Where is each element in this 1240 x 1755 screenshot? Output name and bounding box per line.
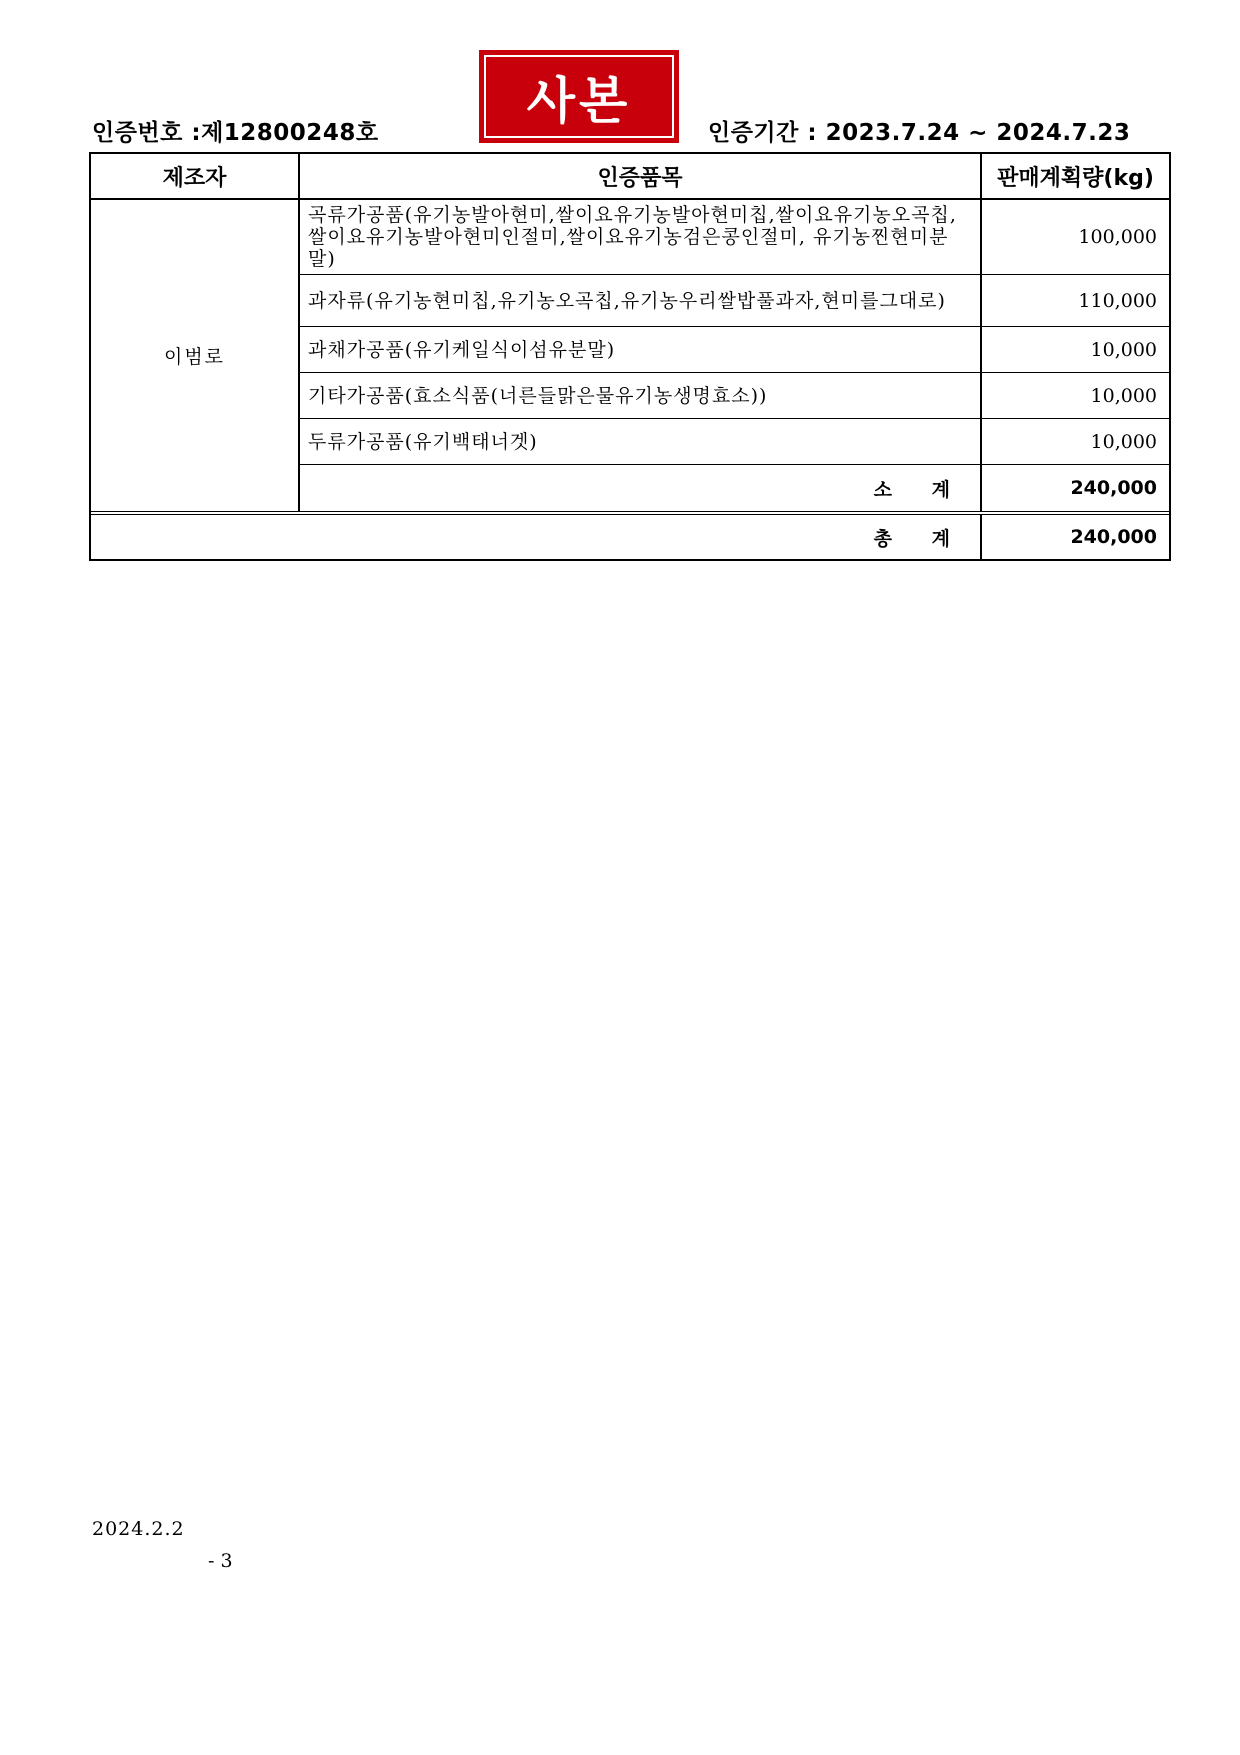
column-header-certified-items: 인증품목 — [300, 154, 982, 200]
table-row-qty: 10,000 — [982, 327, 1169, 373]
table-row-item: 두류가공품(유기백태너겟) — [300, 419, 982, 465]
certification-number: 인증번호 :제12800248호 — [92, 120, 379, 146]
column-header-planned-sales: 판매계획량(kg) — [982, 154, 1169, 200]
page-number: - 3 — [208, 1550, 233, 1572]
certification-period: 인증기간 : 2023.7.24 ~ 2024.7.23 — [708, 120, 1131, 146]
copy-stamp — [479, 50, 679, 143]
table-row-item: 과채가공품(유기케일식이섬유분말) — [300, 327, 982, 373]
subtotal-value: 240,000 — [1070, 477, 1157, 499]
table-row-qty: 10,000 — [982, 373, 1169, 419]
table-row-item: 곡류가공품(유기농발아현미,쌀이요유기농발아현미칩,쌀이요유기농오곡칩,쌀이요유기농발아현미인절미,쌀이요유기농검은콩인절미, 유기농찐현미분말) — [300, 200, 982, 275]
table-row-qty: 10,000 — [982, 419, 1169, 465]
subtotal-label: 소 계 — [300, 465, 982, 511]
copy-stamp-text: 사본 — [484, 55, 674, 138]
column-header-manufacturer: 제조자 — [91, 154, 300, 200]
table-row-item: 기타가공품(효소식품(너른들맑은물유기농생명효소)) — [300, 373, 982, 419]
table-row-qty: 110,000 — [982, 275, 1169, 327]
table-row-item: 과자류(유기농현미칩,유기농오곡칩,유기농우리쌀밥풀과자,현미를그대로) — [300, 275, 982, 327]
total-label: 총 계 — [91, 515, 982, 559]
manufacturer-name: 이범로 — [91, 200, 300, 511]
total-value: 240,000 — [1070, 526, 1157, 548]
certification-table — [89, 152, 1171, 561]
table-row-qty: 100,000 — [982, 200, 1169, 275]
issue-date: 2024.2.2 — [92, 1518, 185, 1540]
